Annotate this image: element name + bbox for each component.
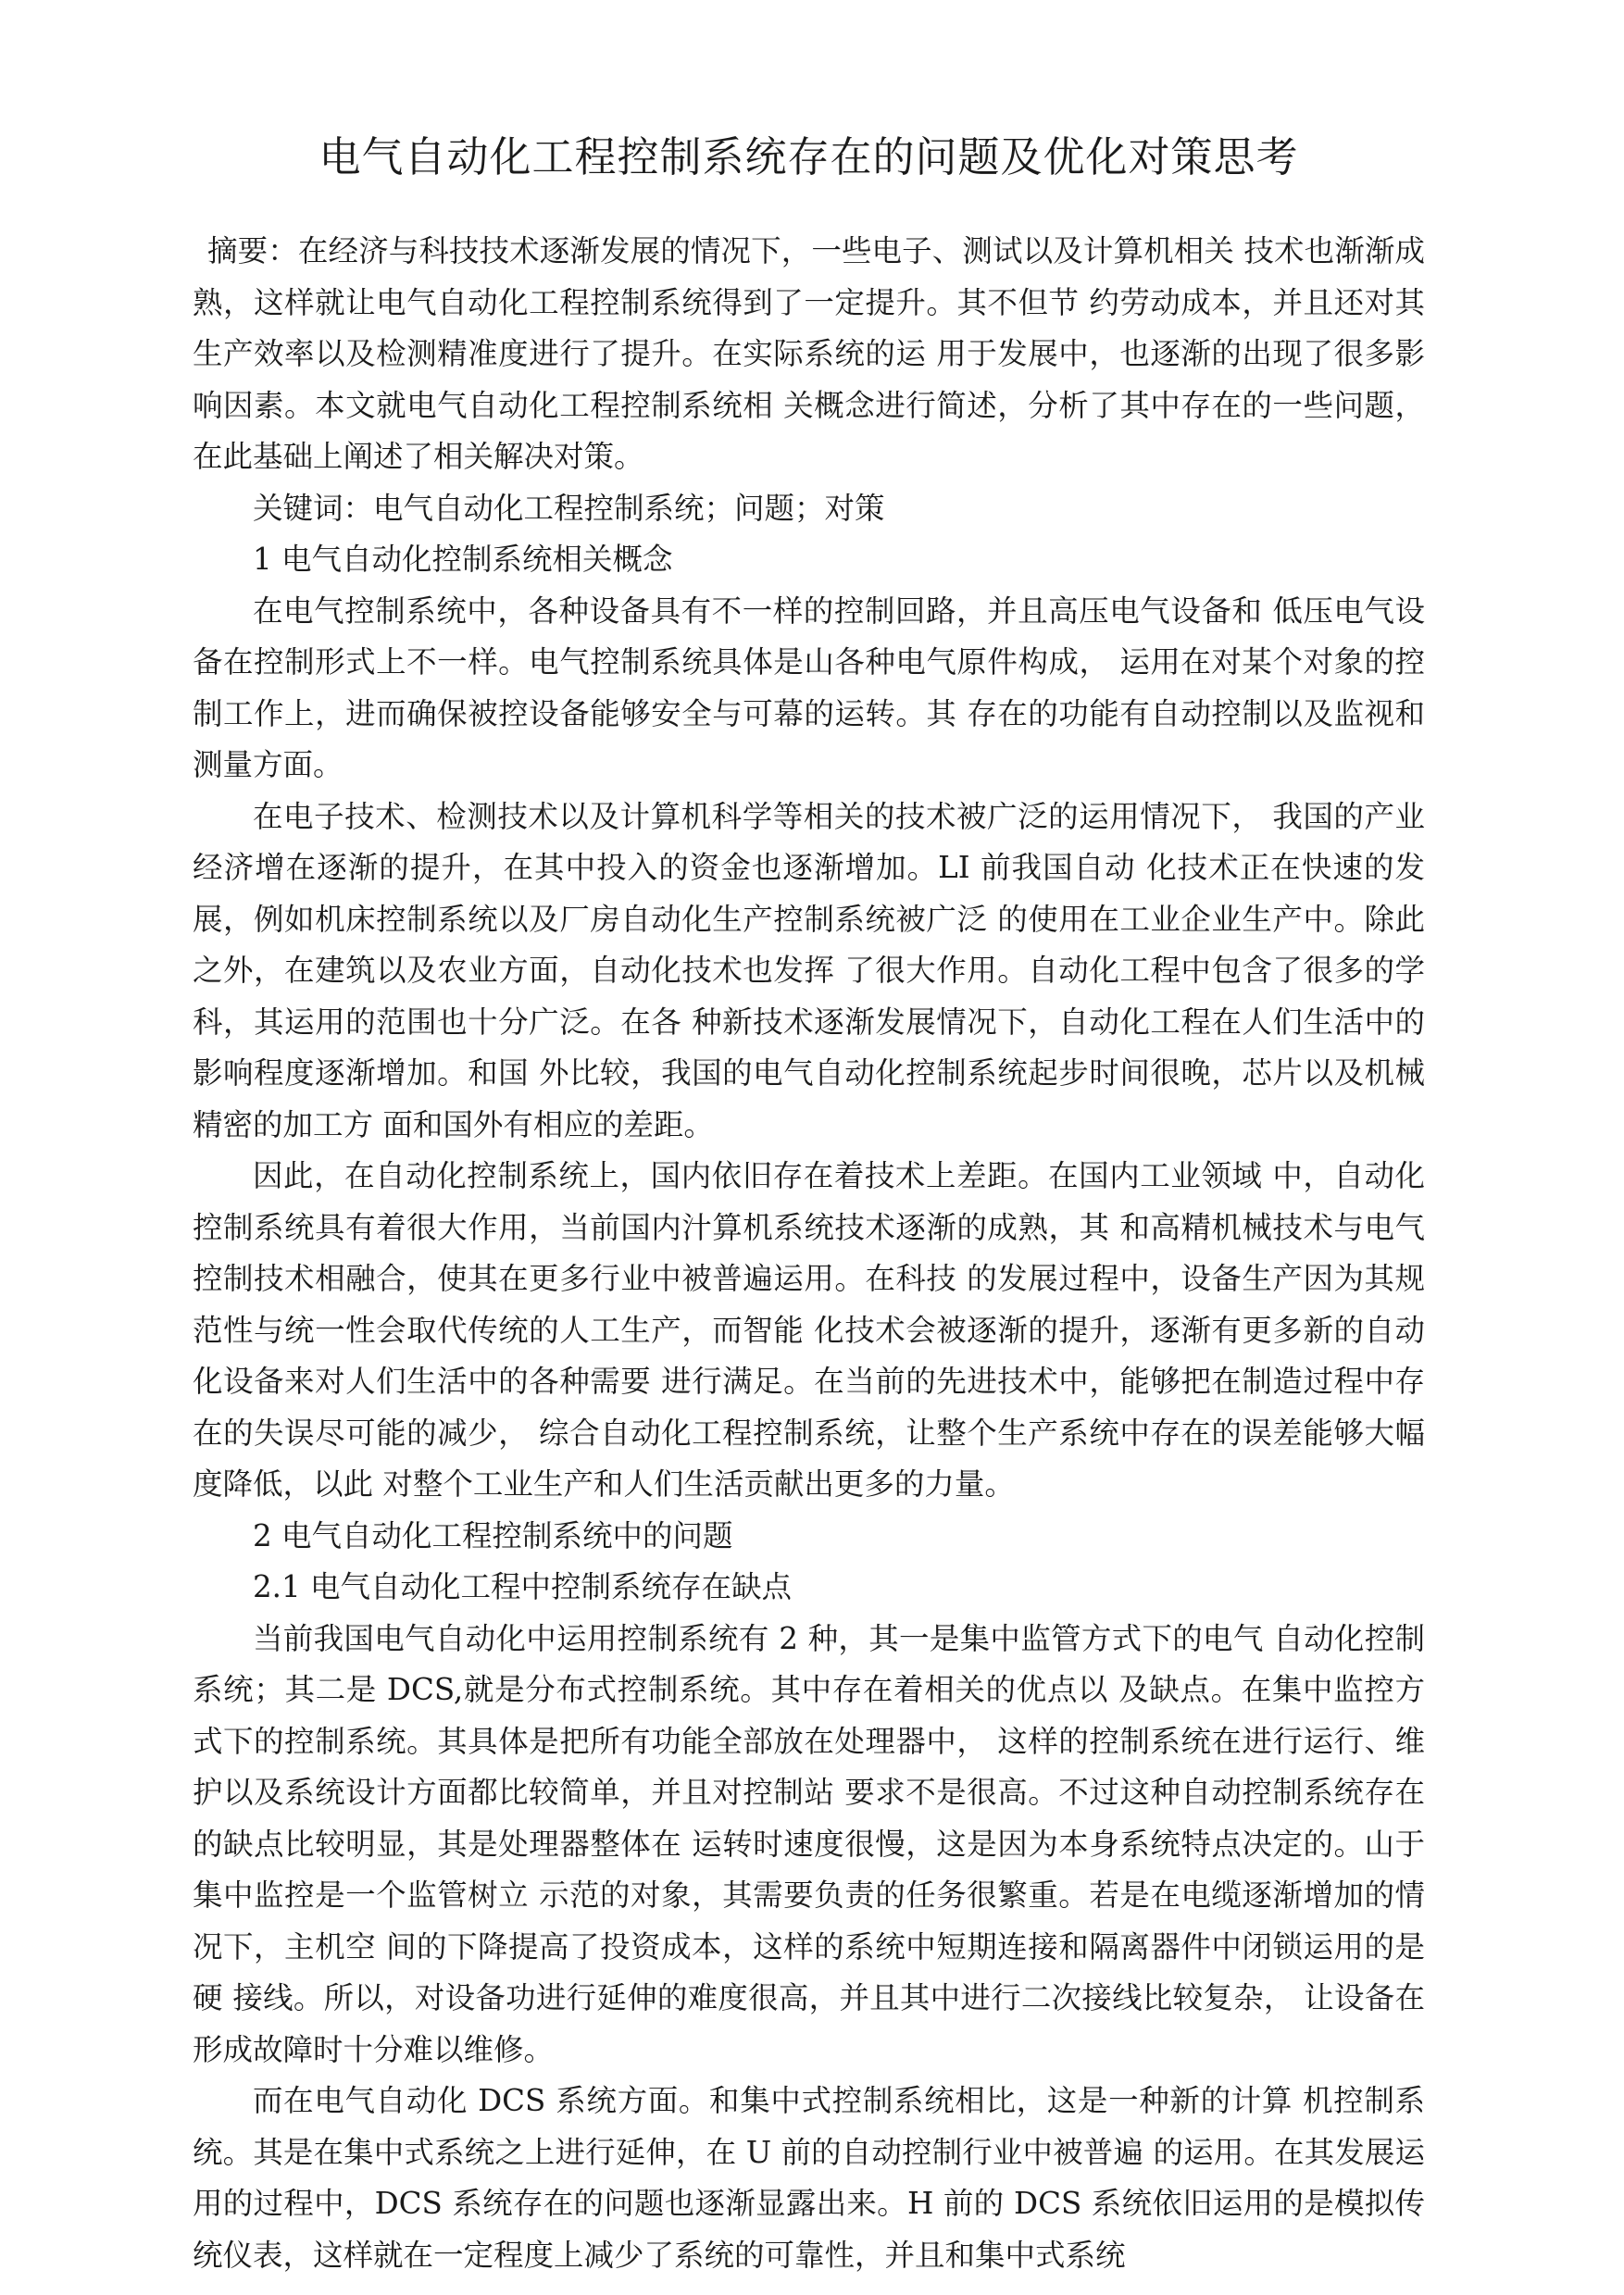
section-2-heading: 2 电气自动化工程控制系统中的问题: [253, 1517, 733, 1553]
section-2-1-heading: 2.1 电气自动化工程中控制系统存在缺点: [253, 1569, 793, 1604]
section-1-paragraph-1: 在电气控制系统中，各种设备具有不一样的控制回路，并且高压电气设备和 低压电气设备在控制形式上不一样。电气控制系统具体是山各种电气原件构成， 运用在对某个对象的控制工作上，进而确保被控设备能够安全与可幕的运转。其 存在的功能有自动控制以及监视和测量方面。: [193, 592, 1425, 782]
section-2-1-paragraph-1: 当前我国电气自动化中运用控制系统有 2 种，其一是集中监管方式下的电气 自动化控制系统；其二是 DCS,就是分布式控制系统。其中存在着相关的优点以 及缺点。在集中监控方式下的控制系统。其具体是把所有功能全部放在处理器中， 这样的控制系统在进行运行、维护以及系统设计方面都比较简单，并且对控制站 要求不是很高。不过这种自动控制系统存在的缺点比较明显，其是处理器整体在 运转时速度很慢，这是因为本身系统特点决定的。山于集中监控是一个监管树立 示范的对象，其需要负责的任务很繁重。若是在电缆逐渐增加的情况下，主机空 间的下降提高了投资成本，这样的系统中短期连接和隔离器件中闭锁运用的是硬 接线。所以，对设备功进行延伸的难度很高，并且其中进行二次接线比较复杂， 让设备在形成故障时十分难以维修。: [193, 1620, 1425, 2067]
document-body: [193, 226, 1425, 2281]
section-1-paragraph-3: 因此，在自动化控制系统上，国内依旧存在着技术上差距。在国内工业领域 中，自动化控制系统具有着很大作用，当前国内汁算机系统技术逐渐的成熟，其 和高精机械技术与电气控制技术相融合，使其在更多行业中被普遍运用。在科技 的发展过程中，设备生产因为其规范性与统一性会取代传统的人工生产，而智能 化技术会被逐渐的提升，逐渐有更多新的自动化设备来对人们生活中的各种需要 进行满足。在当前的先进技术中，能够把在制造过程中存在的失误尽可能的减少， 综合自动化工程控制系统，让整个生产系统中存在的误差能够大幅度降低，以此 对整个工业生产和人们生活贡献出更多的力量。: [193, 1158, 1425, 1502]
keywords-line: 关键词：电气自动化工程控制系统；问题；对策: [253, 490, 885, 526]
abstract-paragraph: 摘要：在经济与科技技术逐渐发展的情况下，一些电子、测试以及计算机相关 技术也渐渐成熟，这样就让电气自动化工程控制系统得到了一定提升。其不但节 约劳动成本，并且还对其生产效率以及检测精准度进行了提升。在实际系统的运 用于发展中，也逐渐的出现了很多影响因素。本文就电气自动化工程控制系统相 关概念进行简述，分析了其中存在的一些问题，在此基础上阐述了相关解决对策。: [193, 233, 1425, 474]
section-1-paragraph-2: 在电子技术、检测技术以及计算机科学等相关的技术被广泛的运用情况下， 我国的产业经济增在逐渐的提升，在其中投入的资金也逐渐增加。LI 前我国自动 化技术正在快速的发展，例如机床控制系统以及厂房自动化生产控制系统被广泛 的使用在工业企业生产中。除此之外，在建筑以及农业方面，自动化技术也发挥 了很大作用。自动化工程中包含了很多的学科，其运用的范围也十分广泛。在各 种新技术逐渐发展情况下，自动化工程在人们生活中的影响程度逐渐增加。和国 外比较，我国的电气自动化控制系统起步时间很晚，芯片以及机械精密的加工方 面和国外有相应的差距。: [193, 798, 1425, 1142]
section-2-1-paragraph-2: 而在电气自动化 DCS 系统方面。和集中式控制系统相比，这是一种新的计算 机控制系统。其是在集中式系统之上进行延伸，在 U 前的自动控制行业中被普遍 的运用。在其发展运用的过程中，DCS 系统存在的问题也逐渐显露出来。H 前的 DCS 系统依旧运用的是模拟传统仪表，这样就在一定程度上减少了系统的可靠性，并且和集中式系统: [193, 2083, 1425, 2273]
document-title: 电气自动化工程控制系统存在的问题及优化对策思考: [319, 132, 1299, 181]
section-1-heading: 1 电气自动化控制系统相关概念: [253, 542, 673, 577]
